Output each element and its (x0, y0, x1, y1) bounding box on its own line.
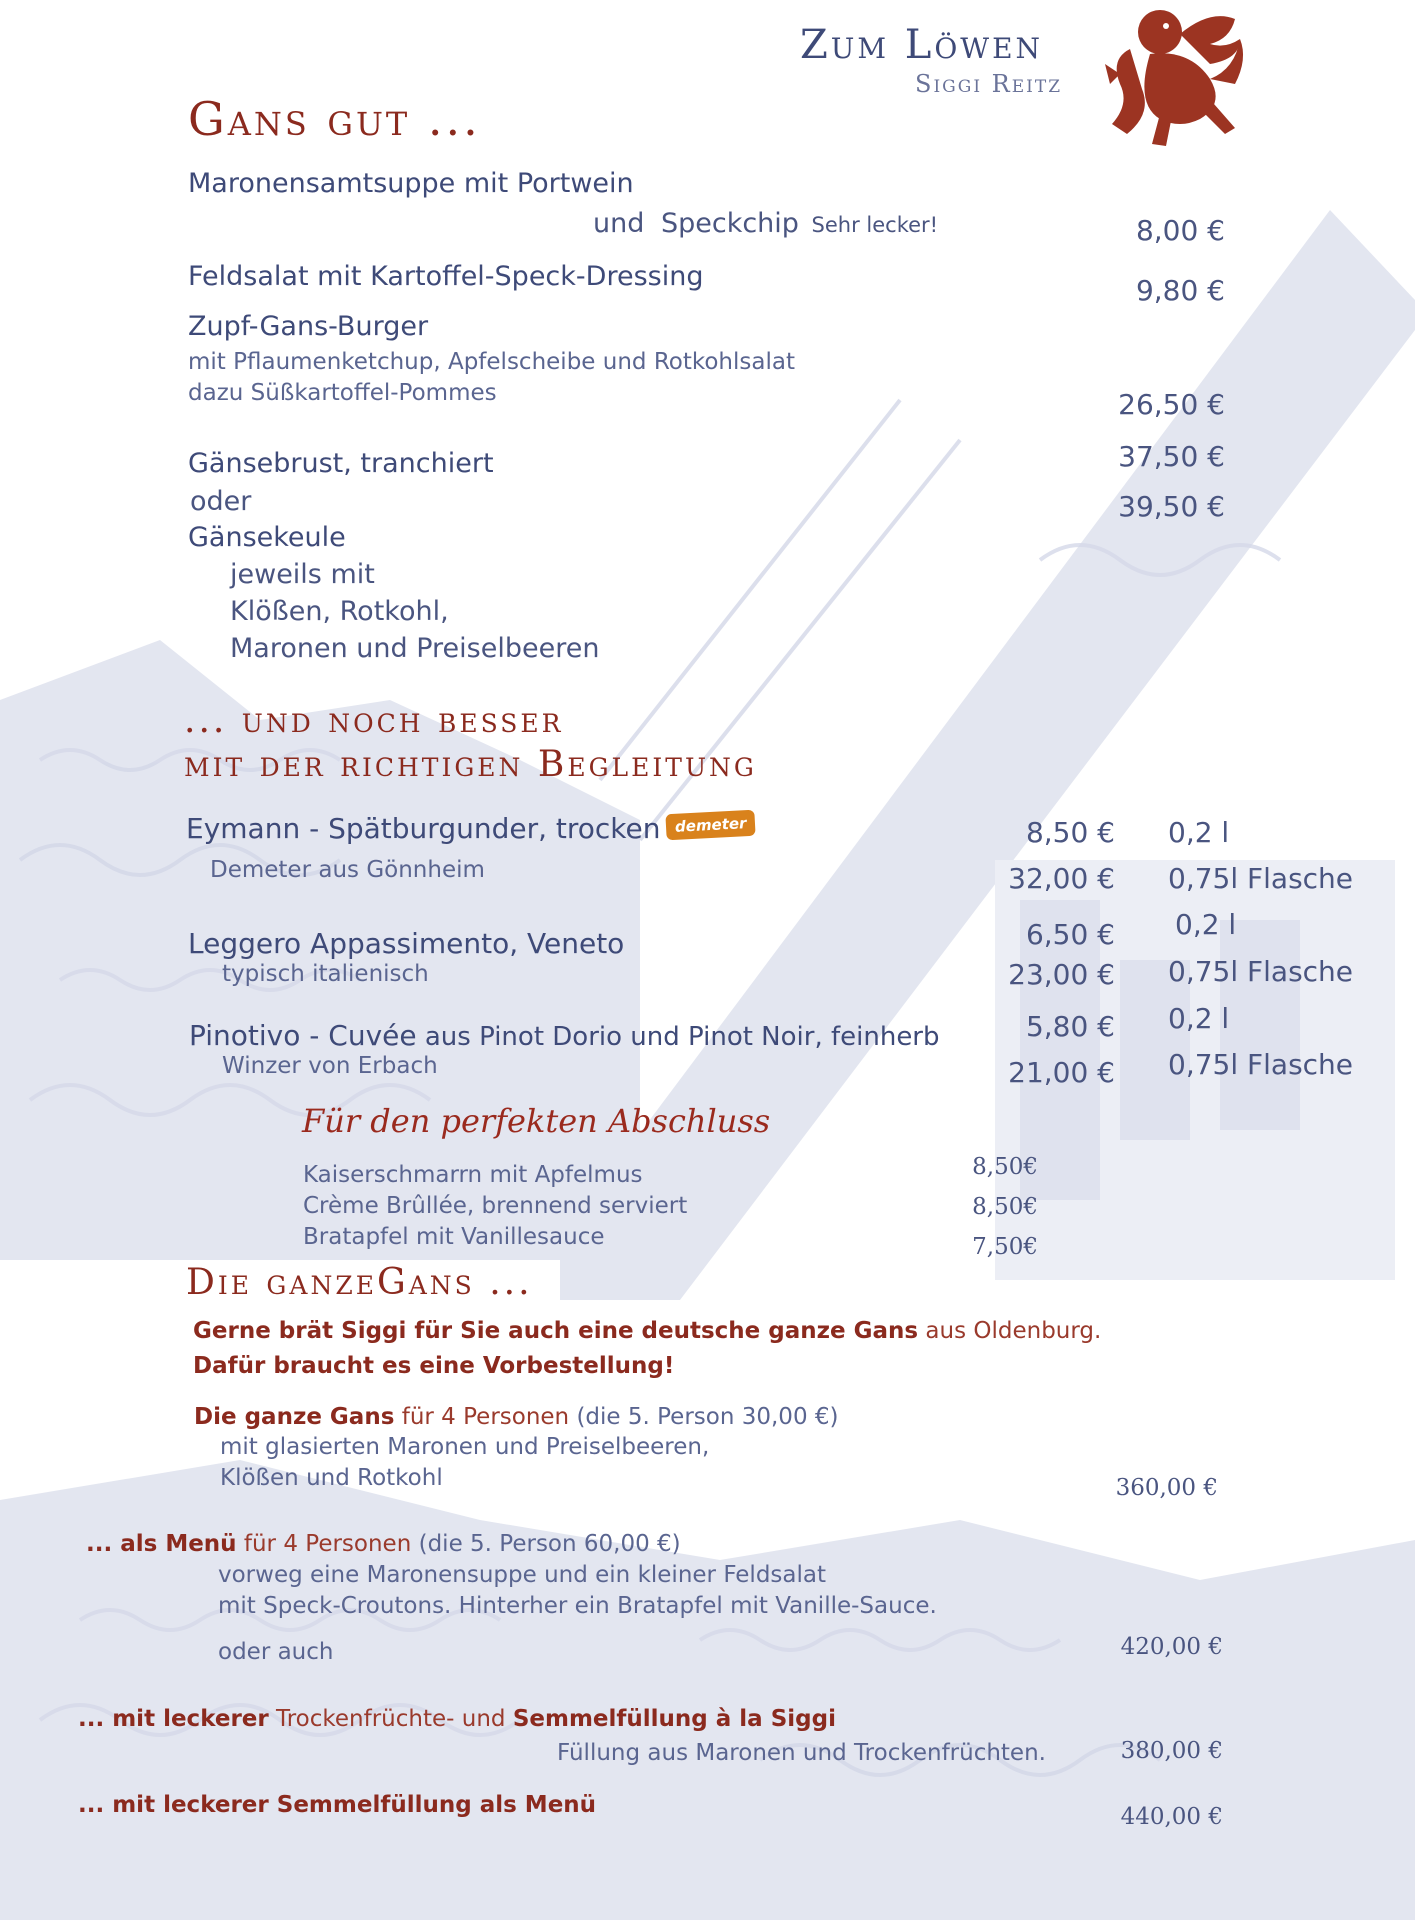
whole-goose-desc-2: Klößen und Rotkohl (220, 1465, 443, 1491)
soup-and: und (593, 208, 645, 239)
demeter-badge: demeter (665, 810, 756, 841)
wine-pinotivo-name (189, 1019, 940, 1052)
section-title-gans-gut: Gans gut ... (188, 92, 481, 146)
restaurant-name: Zum Löwen (800, 22, 1044, 68)
wine-eymann-sub: Demeter aus Gönnheim (210, 857, 485, 883)
whole-goose-title: Die ganze Gans (194, 1404, 395, 1430)
sides-line-1: jeweils mit (230, 559, 375, 590)
intro-1-bold: Gerne brät Siggi für Sie auch eine deutsche ganze Gans (193, 1318, 919, 1344)
whole-goose-desc-1: mit glasierten Maronen und Preiselbeeren, (220, 1434, 710, 1460)
wine-eymann-size-bottle: 0,75l Flasche (1168, 862, 1354, 895)
menu-fuer: für (236, 1531, 284, 1557)
soup-speckchip: Speckchip (660, 208, 799, 239)
wine-pinotivo-price-bottle: 21,00 € (1008, 1056, 1115, 1089)
menu-title: ... als Menü (86, 1531, 237, 1557)
wine-pinotivo-size-glass: 0,2 l (1168, 1002, 1230, 1035)
wine-leggero-name (188, 927, 624, 960)
burger-desc-1: mit Pflaumenketchup, Apfelscheibe und Rotkohlsalat (188, 349, 795, 375)
menu-desc-2: mit Speck-Croutons. Hinterher ein Bratapfel mit Vanille-Sauce. (218, 1593, 937, 1619)
dessert-price-3: 7,50€ (972, 1234, 1038, 1260)
wine-leggero-price-glass: 6,50 € (1025, 918, 1115, 951)
wine-leggero-price-bottle: 23,00 € (1008, 958, 1115, 991)
section-title-begleitung-2: mit der richtigen Begleitung (184, 744, 757, 785)
menu-extra: (die 5. Person 60,00 €) (411, 1531, 681, 1557)
sides-line-3: Maronen und Preiselbeeren (230, 633, 600, 664)
wine-eymann-name: Eymann - Spätburgunder, trocken (186, 812, 661, 845)
price-soup: 8,00 € (1135, 214, 1225, 247)
dessert-title: Für den perfekten Abschluss (302, 1102, 771, 1140)
section-title-begleitung-1: ... und noch besser (184, 700, 564, 741)
intro-1-origin: aus Oldenburg. (918, 1318, 1102, 1344)
price-breast: 37,50 € (1118, 440, 1225, 473)
wine-leggero-title: Leggero Appassimento (188, 927, 510, 960)
filling-price: 380,00 € (1120, 1738, 1223, 1764)
dessert-item-1: Kaiserschmarrn mit Apfelmus (303, 1162, 643, 1188)
filling-b: Trockenfrüchte- und (268, 1706, 513, 1732)
menu-item-leg: Gänsekeule (188, 522, 346, 553)
whole-goose-extra: (die 5. Person 30,00 €) (569, 1404, 839, 1430)
menu-item-soup-line2 (593, 208, 938, 239)
wine-pinotivo-size-bottle: 0,75l Flasche (1168, 1048, 1354, 1081)
menu-price: 420,00 € (1120, 1634, 1223, 1660)
menu-persons: 4 Personen (283, 1531, 412, 1557)
filling-menu-price: 440,00 € (1120, 1804, 1223, 1830)
whole-goose-price: 360,00 € (1115, 1475, 1218, 1501)
red-lion-icon (1100, 4, 1248, 154)
dessert-item-2: Crème Brûllée, brennend serviert (303, 1193, 688, 1219)
wine-eymann-price-glass: 8,50 € (1025, 816, 1115, 849)
filling-c: Semmelfüllung à la Siggi (512, 1706, 836, 1732)
whole-goose-line (194, 1404, 839, 1430)
wine-leggero-sub: typisch italienisch (222, 961, 429, 987)
price-leg: 39,50 € (1118, 490, 1225, 523)
menu-item-breast: Gänsebrust, tranchiert (188, 448, 494, 479)
wine-pinotivo-sub: Winzer von Erbach (222, 1053, 438, 1079)
menu-desc-1: vorweg eine Maronensuppe und ein kleiner Feldsalat (218, 1562, 827, 1588)
price-salad: 9,80 € (1135, 274, 1225, 307)
whole-goose-fuer: für (394, 1404, 442, 1430)
dessert-price-2: 8,50€ (972, 1194, 1038, 1220)
oder-label: oder (190, 486, 252, 517)
wine-leggero-size-bottle: 0,75l Flasche (1168, 955, 1354, 988)
filling-line (78, 1706, 836, 1732)
burger-desc-2: dazu Süßkartoffel-Pommes (188, 380, 497, 406)
wine-leggero-region: , Veneto (509, 927, 625, 960)
wine-pinotivo-title: Pinotivo - Cuvée (189, 1019, 417, 1052)
sides-line-2: Klößen, Rotkohl, (230, 596, 449, 627)
filling-desc: Füllung aus Maronen und Trockenfrüchten. (557, 1740, 1046, 1766)
wine-pinotivo-desc: aus Pinot Dorio und Pinot Noir, feinherb (416, 1022, 940, 1052)
wine-pinotivo-price-glass: 5,80 € (1025, 1010, 1115, 1043)
filling-a: ... mit leckerer (78, 1706, 269, 1732)
wine-leggero-size-glass: 0,2 l (1175, 908, 1237, 941)
menu-oder-auch: oder auch (218, 1639, 334, 1665)
menu-line (86, 1531, 681, 1557)
soup-note: Sehr lecker! (811, 213, 939, 237)
whole-goose-intro-2: Dafür braucht es eine Vorbestellung! (193, 1353, 675, 1379)
dessert-price-1: 8,50€ (972, 1154, 1038, 1180)
whole-goose-persons: 4 Personen (441, 1404, 570, 1430)
wine-eymann-size-glass: 0,2 l (1168, 816, 1230, 849)
menu-item-burger: Zupf-Gans-Burger (188, 311, 429, 342)
whole-goose-intro-1 (193, 1318, 1101, 1344)
wine-eymann-price-bottle: 32,00 € (1008, 862, 1115, 895)
menu-item-salad: Feldsalat mit Kartoffel-Speck-Dressing (188, 261, 704, 292)
price-burger: 26,50 € (1118, 388, 1225, 421)
menu-item-soup: Maronensamtsuppe mit Portwein (188, 168, 634, 199)
filling-menu-line: ... mit leckerer Semmelfüllung als Menü (78, 1792, 597, 1818)
owner-name: Siggi Reitz (915, 70, 1063, 98)
dessert-item-3: Bratapfel mit Vanillesauce (303, 1224, 605, 1250)
section-title-ganze-gans: Die ganzeGans ... (186, 1262, 533, 1303)
